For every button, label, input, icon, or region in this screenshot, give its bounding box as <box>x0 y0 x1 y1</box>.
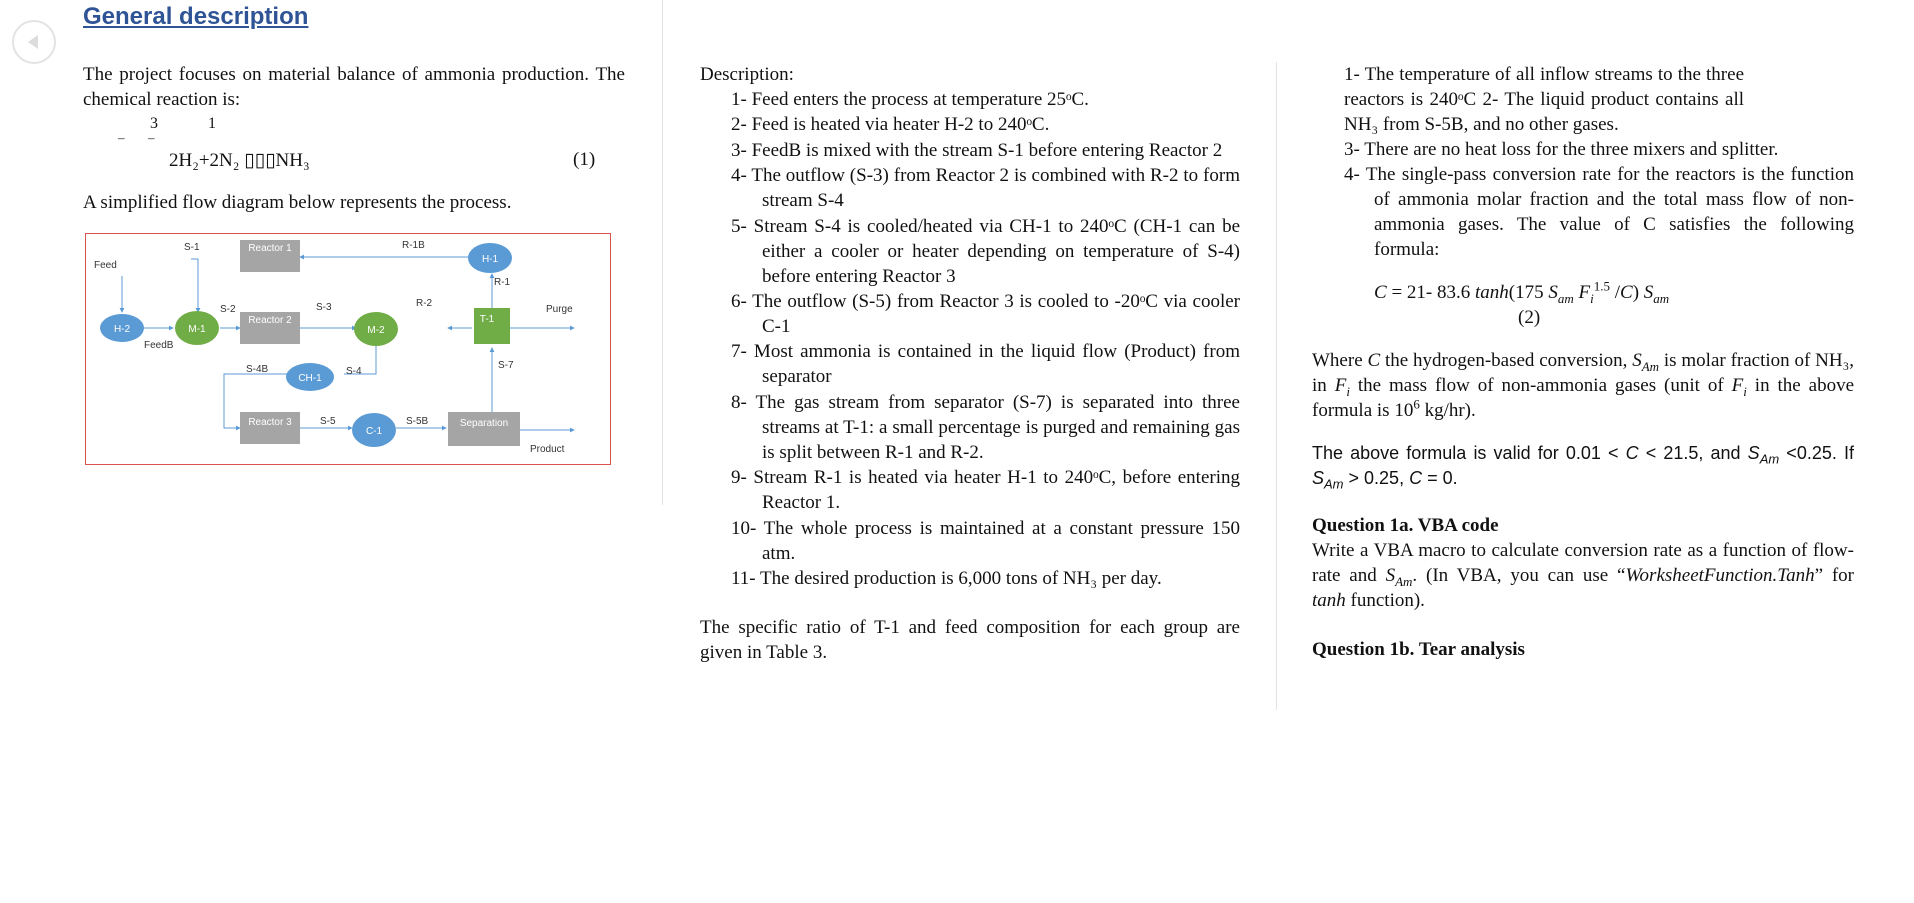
question-1a-title: Question 1a. VBA code <box>1312 515 1499 536</box>
separation-label: Separation <box>459 418 509 429</box>
list-item: 3- FeedB is mixed with the stream S-1 before entering Reactor 2 <box>731 139 1223 161</box>
reactor-2-label: Reactor 2 <box>248 315 292 326</box>
list-item: 6- The outflow (S-5) from Reactor 3 is cooled to -20ᵒC via cooler C-1 <box>731 290 1240 337</box>
flow-intro: A simplified flow diagram below represents the process. <box>83 192 512 213</box>
column-divider <box>662 0 663 505</box>
column-divider <box>1276 62 1277 710</box>
stream-label-s5: S-5 <box>320 416 336 427</box>
stream-label-purge: Purge <box>546 304 573 315</box>
list-item: 8- The gas stream from separator (S-7) is separated into three streams at T-1: a small percentage is purged and remaining gas is split between R-1 and R-2. <box>731 391 1240 463</box>
t1-label: T-1 <box>479 314 495 325</box>
list-item: 10- The whole process is maintained at a constant pressure 150 atm. <box>731 517 1240 564</box>
list-item: 1- The temperature of all inflow streams to the three reactors is 240ᵒC 2- The liquid product contains all NH₃ from S-5B, and no other gases. <box>1344 64 1744 135</box>
stream-label-r1: R-1 <box>494 277 511 288</box>
stream-label-feed: Feed <box>94 260 117 271</box>
assumptions-list <box>1312 62 1854 262</box>
stream-label-r2: R-2 <box>416 298 433 309</box>
stream-label-s3: S-3 <box>316 302 332 313</box>
list-item: 2- Feed is heated via heater H-2 to 240ᵒC. <box>731 114 1050 136</box>
question-1b-title: Question 1b. Tear analysis <box>1312 639 1525 660</box>
equation-number: (1) <box>573 149 596 170</box>
stream-label-r1b: R-1B <box>402 240 425 251</box>
list-item: 4- The single-pass conversion rate for the reactors is the function of ammonia molar fraction and the total mass flow of non-ammonia gases. The value of C satisfies the following formula: <box>1344 164 1854 260</box>
stream-label-feedb: FeedB <box>144 340 174 351</box>
description-title: Description: <box>700 64 794 85</box>
list-item: 4- The outflow (S-3) from Reactor 2 is combined with R-2 to form stream S-4 <box>731 165 1240 212</box>
stream-label-s7: S-7 <box>498 360 514 371</box>
stream-label-s1: S-1 <box>184 242 200 253</box>
fraction-numerator: 3 <box>150 115 158 132</box>
list-item: 5- Stream S-4 is cooled/heated via CH-1 to 240ᵒC (CH-1 can be either a cooler or heater depending on temperature of S-4) before entering Reactor 3 <box>731 215 1240 287</box>
list-item: 11- The desired production is 6,000 tons of NH₃ per day. <box>731 567 1162 589</box>
list-item: 7- Most ammonia is contained in the liquid flow (Product) from separator <box>731 341 1240 388</box>
reactor-1-label: Reactor 1 <box>248 243 292 254</box>
list-item: 3- There are no heat loss for the three mixers and splitter. <box>1344 139 1779 160</box>
stream-label-s4: S-4 <box>346 366 362 377</box>
stream-label-s4b: S-4B <box>246 364 269 375</box>
process-description-column <box>700 62 1240 665</box>
question-1a-text: Write a VBA macro to calculate conversion rate as a function of flow-rate and $S_{Am}$. (In VBA, you can use “WorksheetFunction.Tanh” for tanh function). <box>1312 540 1855 611</box>
h2-label: H-2 <box>113 324 131 335</box>
fraction-numerator: 1 <box>208 115 216 132</box>
c1-label: C-1 <box>365 426 383 437</box>
flow-diagram <box>85 233 611 465</box>
stream-label-s5b: S-5B <box>406 416 429 427</box>
conversion-formula: C = 21- 83.6 tanh(175 $S_{am}$ $F_i^{1.5}$ /C) $S_{am}$ <box>1374 278 1670 306</box>
back-arrow-icon <box>24 32 44 52</box>
list-item: 9- Stream R-1 is heated via heater H-1 to 240ᵒC, before entering Reactor 1. <box>731 467 1240 514</box>
fraction-bar: – <box>118 130 125 145</box>
stream-label-product: Product <box>530 444 565 455</box>
closing-paragraph: The specific ratio of T-1 and feed composition for each group are given in Table 3. <box>700 616 1240 663</box>
assumptions-column <box>1312 62 1854 662</box>
list-item: 1- Feed enters the process at temperature 25ᵒC. <box>731 89 1089 110</box>
stream-label-s2: S-2 <box>220 304 236 315</box>
reactor-3-label: Reactor 3 <box>248 417 292 428</box>
ch1-label: CH-1 <box>298 373 322 384</box>
intro-paragraph: The project focuses on material balance of ammonia production. The chemical reaction is: <box>83 64 625 110</box>
h1-label: H-1 <box>481 254 499 265</box>
where-paragraph: Where C the hydrogen-based conversion, $S_{Am}$ is molar fraction of NH₃, in $F_i$ the mass flow of non-ammonia gases (unit of $F_i$ in the above formula is $10^6$ kg/hr). <box>1312 350 1855 421</box>
m2-label: M-2 <box>367 325 385 336</box>
m1-label: M-1 <box>188 324 206 335</box>
reaction-equation: 2H₂+2N₂ ▯▯▯NH₃ <box>169 150 310 171</box>
process-steps-list <box>700 87 1240 591</box>
validity-paragraph: The above formula is valid for 0.01 < C < 21.5, and $S_{Am} <0.25$. If $S_{Am} > 0.25$, C = 0. <box>1312 443 1854 492</box>
fraction-bar: – <box>148 130 155 145</box>
page-title: General description <box>83 3 309 30</box>
formula-number: (2) <box>1518 307 1541 328</box>
back-button[interactable] <box>12 20 56 64</box>
